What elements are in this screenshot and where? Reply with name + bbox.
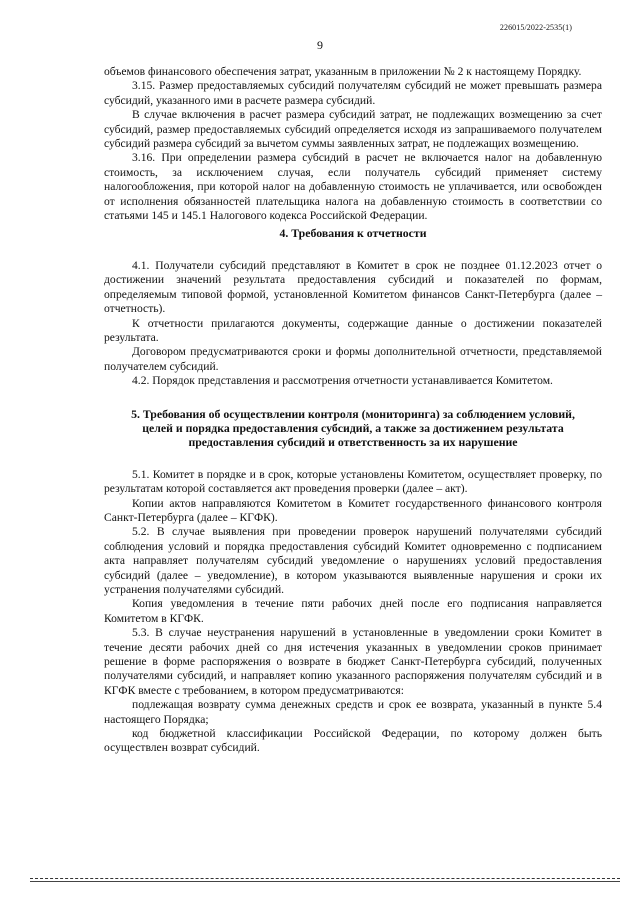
paragraph: код бюджетной классификации Российской Федерации, по которому должен быть осуществлен возврат субсидий. [104, 727, 602, 755]
paragraph: подлежащая возврату сумма денежных средств и срок ее возврата, указанный в пункте 5.4 настоящего Порядка; [104, 698, 602, 726]
paragraph: Договором предусматриваются сроки и формы дополнительной отчетности, представляемой получателем субсидий. [104, 345, 602, 373]
document-body [104, 65, 602, 756]
paragraph: объемов финансового обеспечения затрат, указанным в приложении № 2 к настоящему Порядку. [104, 65, 582, 78]
section-heading-5-line: 5. Требования об осуществлении контроля (мониторинга) за соблюдением условий, [131, 406, 575, 421]
paragraph: 4.2. Порядок представления и рассмотрения отчетности устанавливается Комитетом. [132, 374, 553, 388]
paragraph: 5.1. Комитет в порядке и в срок, которые установлены Комитетом, осуществляет проверку, по результатам которой составляется акт проведения проверки (далее – акт). [104, 467, 602, 496]
section-heading-5-line: целей и порядка предоставления субсидий, а также за достижением результата [142, 420, 564, 435]
footer-divider [30, 881, 620, 882]
paragraph: В случае включения в расчет размера субсидий затрат, не подлежащих возмещению за счет субсидий, размер предоставляемых субсидий определяется исходя из запрашиваемого получателем субсидий размера субсидий за вычетом суммы заявленных затрат, не подлежащих возмещению. [104, 108, 602, 151]
section-heading-4: 4. Требования к отчетности [279, 226, 427, 241]
paragraph: Копии актов направляются Комитетом в Комитет государственного финансового контроля Санкт-Петербурга (далее – КГФК). [104, 496, 602, 524]
paragraph: 3.16. При определении размера субсидий в расчет не включается налог на добавленную стоимость, за исключением случая, если получатель субсидий применяет систему налогообложения, при которой налог на добавленную стоимость не уплачивается, или освобожден от исполнения обязанностей плательщика налога на добавленную стоимость в соответствии со статьями 145 и 145.1 Налогового кодекса Российской Федерации. [104, 151, 602, 223]
page-number: 9 [317, 38, 323, 52]
section-heading-5-line: предоставления субсидий и ответственность за их нарушение [188, 435, 518, 450]
paragraph: 3.15. Размер предоставляемых субсидий получателям субсидий не может превышать размера субсидий, указанного ими в расчете размера субсидий. [104, 79, 602, 107]
paragraph: 5.3. В случае неустранения нарушений в установленные в уведомлении сроки Комитет в течение десяти рабочих дней со дня истечения указанных в уведомлении сроков принимает решение в форме распоряжения о возврате в бюджет Санкт-Петербурга субсидий, полученных получателями субсидий, и направляет копию указанного распоряжения получателям субсидий и в КГФК вместе с требованием, в котором предусматриваются: [104, 626, 602, 697]
paragraph: 5.2. В случае выявления при проведении проверок нарушений получателями субсидий соблюдения условий и порядка предоставления субсидий Комитет одновременно с подписанием акта направляет получателям субсидий уведомление о нарушениях условий предоставления субсидий (далее – уведомление), в котором указываются выявленные нарушения и сроки их устранения получателями субсидий. [104, 525, 602, 596]
paragraph: Копия уведомления в течение пяти рабочих дней после его подписания направляется Комитетом в КГФК. [104, 597, 602, 625]
paragraph: К отчетности прилагаются документы, содержащие данные о достижении показателей результата. [104, 316, 602, 344]
document-id: 226015/2022-2535(1) [499, 23, 572, 32]
section-heading-5 [104, 407, 602, 450]
paragraph: 4.1. Получатели субсидий представляют в Комитет в срок не позднее 01.12.2023 отчет о достижении значений результата предоставления субсидий и показателей по формам, определяемым типовой формой, установленной Комитетом финансов Санкт-Петербурга (далее – отчетность). [104, 258, 602, 316]
footer-divider [30, 878, 620, 879]
